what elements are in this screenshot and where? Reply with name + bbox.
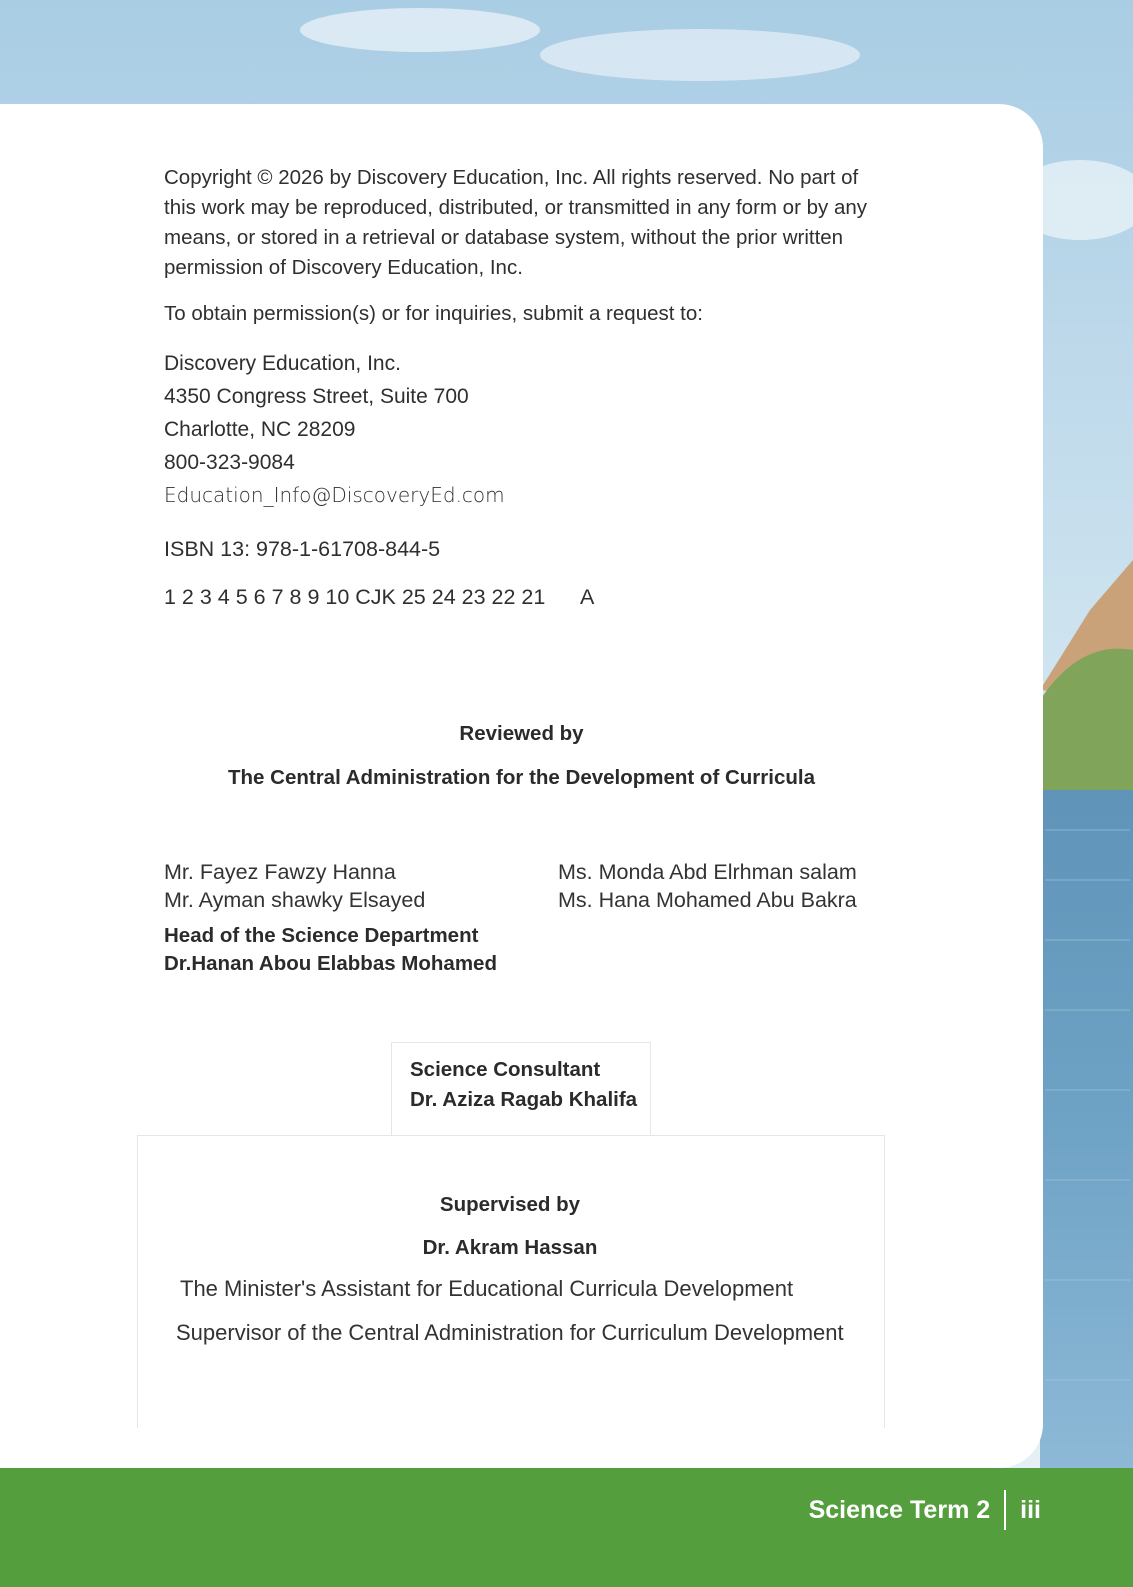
- supervisor-role-2: Supervisor of the Central Administration for Curriculum Development: [176, 1320, 844, 1345]
- reviewer-names-left: [164, 858, 425, 914]
- address-street: 4350 Congress Street, Suite 700: [164, 385, 469, 408]
- supervisor-name: Dr. Akram Hassan: [422, 1236, 598, 1259]
- reviewer-name: Ms. Hana Mohamed Abu Bakra: [558, 888, 857, 912]
- reviewer-name: Ms. Monda Abd Elrhman salam: [558, 860, 857, 884]
- reviewer-name: Mr. Ayman shawky Elsayed: [164, 888, 426, 912]
- page-footer: [809, 1490, 1041, 1530]
- book-title: Science Term 2: [808, 1495, 991, 1524]
- address-company: Discovery Education, Inc.: [164, 352, 401, 375]
- address-phone: 800-323-9084: [164, 451, 295, 474]
- reviewer-names-right: [558, 858, 857, 914]
- reviewer-name: Mr. Fayez Fawzy Hanna: [164, 860, 396, 884]
- page-number: iii: [1020, 1495, 1041, 1524]
- head-name: Dr.Hanan Abou Elabbas Mohamed: [164, 952, 497, 975]
- publisher-address: [164, 347, 505, 512]
- footer-divider: [1004, 1490, 1006, 1530]
- science-consultant: [410, 1055, 637, 1115]
- address-city: Charlotte, NC 28209: [164, 418, 356, 441]
- print-line: 1 2 3 4 5 6 7 8 9 10 CJK 25 24 23 22 21 A: [164, 585, 595, 609]
- address-email[interactable]: Education_Info@DiscoveryEd.com: [164, 483, 505, 507]
- head-title: Head of the Science Department: [164, 924, 479, 947]
- head-of-department: [164, 922, 497, 978]
- supervisor-role-1: The Minister's Assistant for Educational Curricula Development: [180, 1276, 794, 1301]
- reviewed-by-heading: Reviewed by: [459, 722, 584, 745]
- consultant-title: Science Consultant: [410, 1058, 601, 1081]
- isbn: ISBN 13: 978-1-61708-844-5: [164, 537, 441, 561]
- permission-request-text: To obtain permission(s) or for inquiries, submit a request to:: [164, 302, 703, 325]
- consultant-name: Dr. Aziza Ragab Khalifa: [410, 1088, 638, 1111]
- review-organization: The Central Administration for the Development of Curricula: [228, 766, 815, 789]
- copyright-notice: Copyright © 2026 by Discovery Education, Inc. All rights reserved. No part of this work may be reproduced, distributed, or transmitted in any form or by any means, or stored in a retrieval or database system, without the prior written permission of Discovery Education, Inc.: [164, 166, 868, 279]
- supervised-by-heading: Supervised by: [439, 1193, 581, 1216]
